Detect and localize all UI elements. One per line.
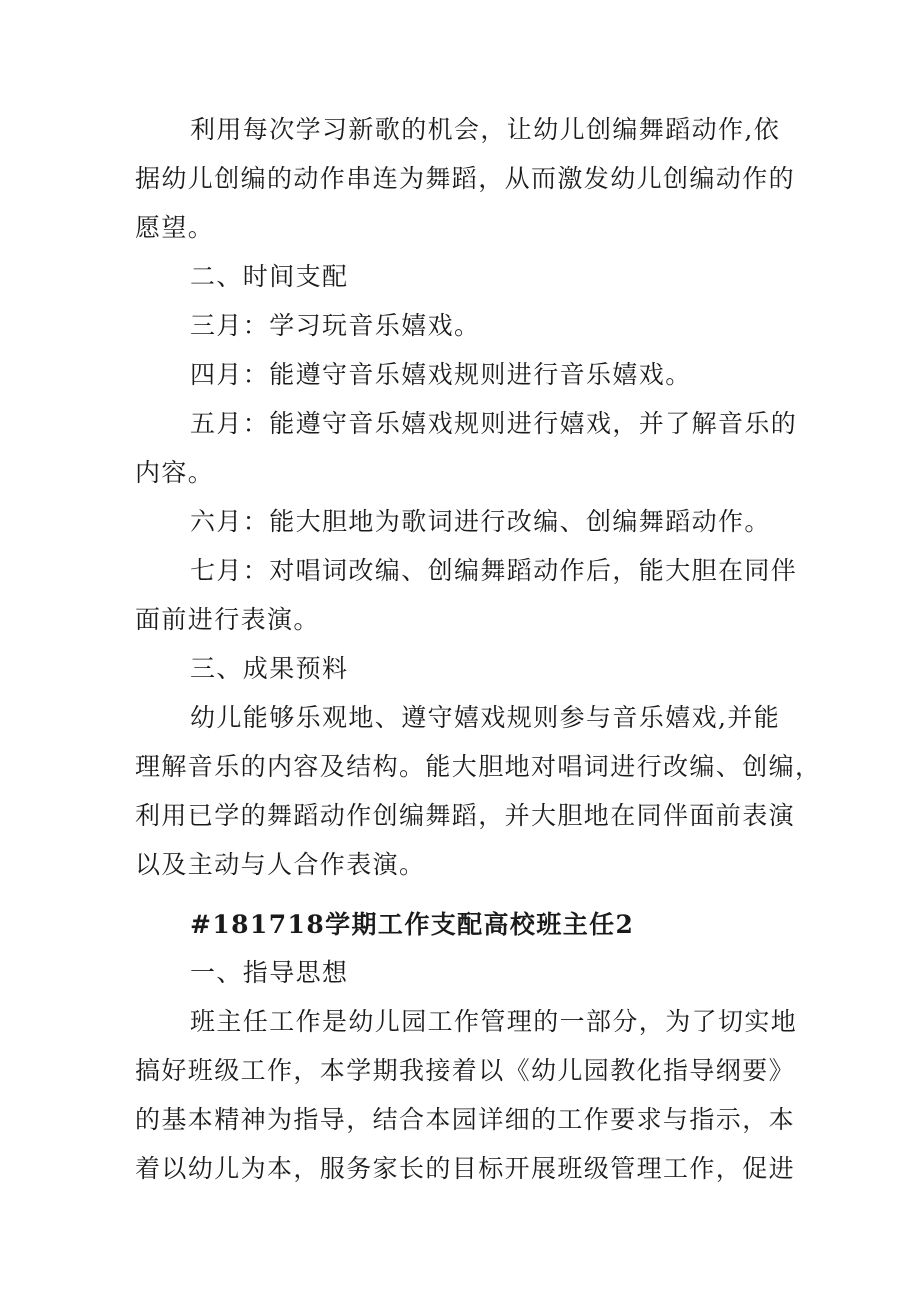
- paragraph-line: 利用已学的舞蹈动作创编舞蹈，并大胆地在同伴面前表演: [135, 801, 796, 830]
- paragraph-line: 理解音乐的内容及结构。能大胆地对唱词进行改编、创编，: [135, 752, 822, 781]
- document-title: #181718学期工作支配高校班主任2: [190, 910, 635, 939]
- paragraph-line: 的基本精神为指导，结合本园详细的工作要求与指示，本: [135, 1105, 796, 1134]
- list-item-may-cont: 内容。: [135, 458, 215, 487]
- paragraph-line: 据幼儿创编的动作串连为舞蹈，从而激发幼儿创编动作的: [135, 164, 796, 193]
- paragraph-line: 搞好班级工作，本学期我接着以《幼儿园教化指导纲要》: [135, 1056, 796, 1085]
- section-heading-time: 二、时间支配: [190, 262, 349, 291]
- list-item-march: 三月：学习玩音乐嬉戏。: [190, 311, 481, 340]
- paragraph-line: 幼儿能够乐观地、遵守嬉戏规则参与音乐嬉戏,并能: [190, 703, 781, 732]
- paragraph-line: 愿望。: [135, 213, 215, 242]
- section-heading-results: 三、成果预料: [190, 654, 349, 683]
- list-item-may: 五月：能遵守音乐嬉戏规则进行嬉戏，并了解音乐的: [190, 409, 798, 438]
- list-item-april: 四月：能遵守音乐嬉戏规则进行音乐嬉戏。: [190, 360, 692, 389]
- list-item-july: 七月：对唱词改编、创编舞蹈动作后，能大胆在同伴: [190, 556, 798, 585]
- section-heading-guiding: 一、指导思想: [190, 958, 349, 987]
- paragraph-line: 班主任工作是幼儿园工作管理的一部分，为了切实地: [190, 1007, 798, 1036]
- paragraph-line: 着以幼儿为本，服务家长的目标开展班级管理工作，促进: [135, 1154, 796, 1183]
- paragraph-line: 利用每次学习新歌的机会，让幼儿创编舞蹈动作,依: [190, 115, 781, 144]
- list-item-july-cont: 面前进行表演。: [135, 605, 320, 634]
- list-item-june: 六月：能大胆地为歌词进行改编、创编舞蹈动作。: [190, 507, 771, 536]
- paragraph-line: 以及主动与人合作表演。: [135, 850, 426, 879]
